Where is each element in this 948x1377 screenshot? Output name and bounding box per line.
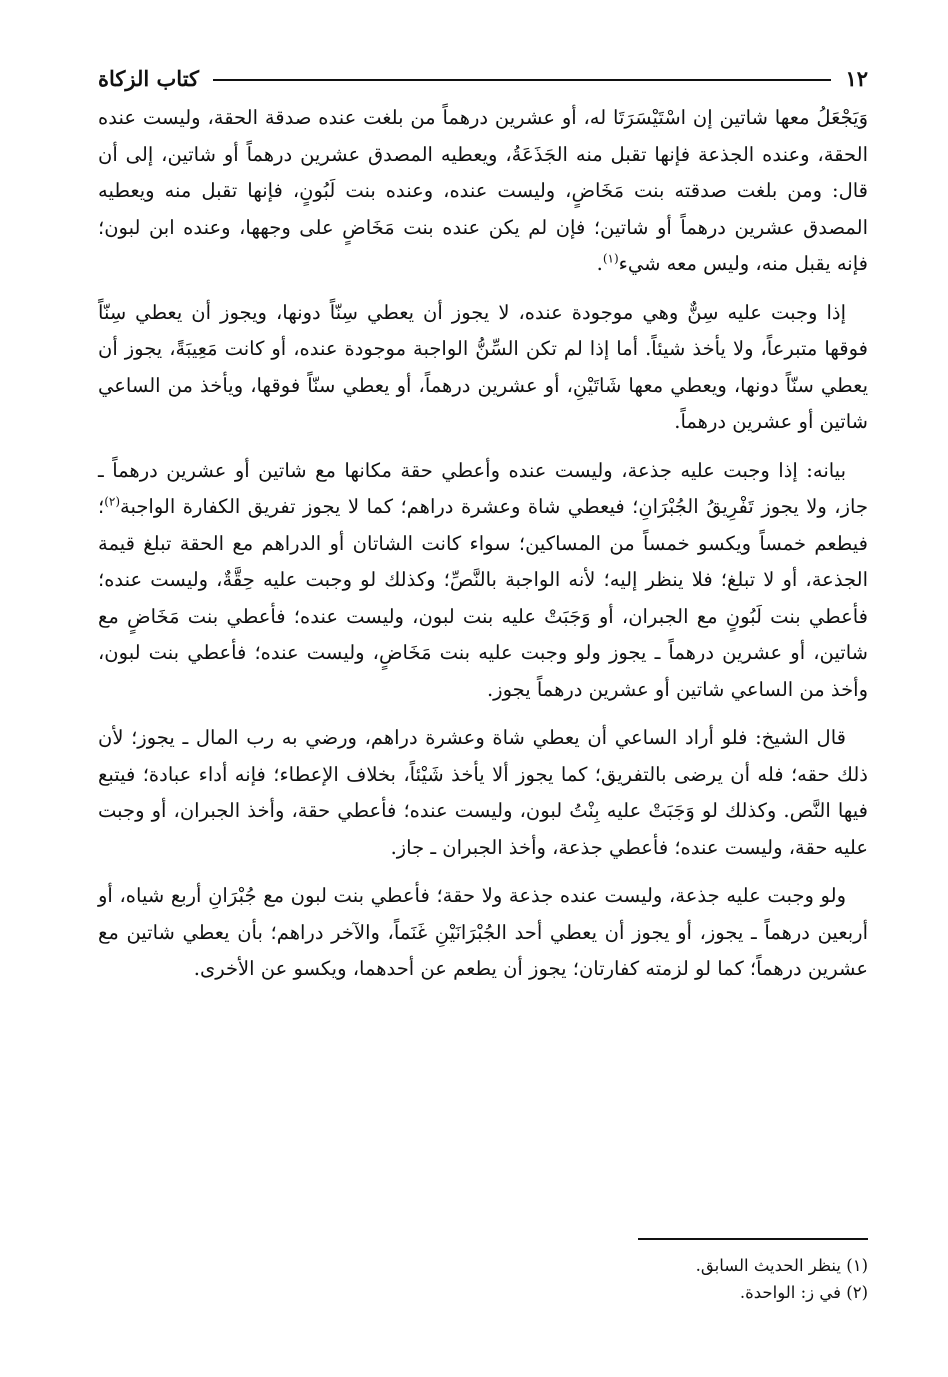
footnote: (١) ينظر الحديث السابق. [695, 1256, 868, 1275]
footnote-separator [638, 1238, 868, 1240]
paragraph-text: إذا وجبت عليه سِنٌّ وهي موجودة عنده، لا يجوز أن يعطي سِنّاً دونها، ويجوز أن يعطي سِنّاً فوقها متبرعاً، ولا يأخذ شيئاً. أما إذا لم تكن السِّنُّ الواجبة موجودة عنده، أو كانت مَعِيبَةً، يجوز أن يعطي سنّاً دونها، ويعطي معها شَاتَيْنِ، أو عشرين درهماً، أو يعطي سنّاً فوقها، ويأخذ من الساعي شاتين أو عشرين درهماً. [98, 300, 868, 433]
footnotes [98, 1252, 868, 1306]
paragraph-text: قال الشيخ: فلو أراد الساعي أن يعطي شاة وعشرة دراهم، ورضي به رب المال ـ يجوز؛ لأن ذلك حقه؛ فله أن يرضى بالتفريق؛ كما يجوز ألا يأخذ شَيْئاً، بخلاف الإعطاء؛ فإنه أداء عبادة؛ فيتبع فيها النَّص. وكذلك لو وَجَبَتْ عليه بِنْتُ لبون، وليست عنده؛ فأعطي حقة، وأخذ الجبران، أو وجبت عليه حقة، وليست عنده؛ فأعطي جذعة، وأخذ الجبران ـ جاز. [98, 726, 868, 859]
running-header [98, 56, 868, 100]
page-number: ١٢ [845, 65, 868, 91]
paragraph-text-tail: ؛ فيطعم خمساً ويكسو خمساً من المساكين؛ سواء كانت الشاتان أو الدراهم مع الحقة تبلغ قيمة الجذعة، أو لا تبلغ؛ فلا ينظر إليه؛ لأنه الواجبة بالنَّصِّ؛ وكذلك لو وجبت عليه حِقَّةٌ، وليست عنده؛ فأعطي بنت لَبُونٍ مع الجبران، أو وَجَبَتْ عليه بنت لبون، وليست عنده؛ فأعطي بنت مَخَاضٍ مع شاتين، أو عشرين درهماً ـ يجوز ولو وجبت عليه بنت مَخَاضٍ، وليست عنده؛ فأعطي بنت لبون، وأخذ من الساعي شاتين أو عشرين درهماً يجوز. [98, 495, 868, 701]
paragraph [98, 295, 868, 441]
paragraph-text-tail: . [596, 252, 603, 275]
book-title: كتاب الزكاة [98, 65, 200, 91]
footnote-marker: (٢) [104, 494, 121, 509]
paragraph-text: وَيَجْعَلُ معها شاتين إن اسْتَيْسَرَتَا له، أو عشرين درهماً من بلغت عنده صدقة الحقة، وليست عنده الحقة، وعنده الجذعة فإنها تقبل منه الجَذَعَةُ، ويعطيه المصدق عشرين درهماً أو شاتين، إلى أن قال: ومن بلغت صدقته بنت مَخَاضٍ، وليست عنده، وعنده بنت لَبُونٍ، فإنها تقبل منه ويعطيه المصدق عشرين درهماً أو شاتين؛ فإن لم يكن عنده بنت مَخَاضٍ على وجهها، وعنده ابن لبون؛ فإنه يقبل منه، وليس معه شيء [98, 106, 868, 275]
paragraph [98, 100, 868, 283]
footnote: (٢) في ز: الواحدة. [739, 1283, 868, 1302]
paragraph [98, 878, 868, 988]
paragraph-text: بيانه: إذا وجبت عليه جذعة، وليست عنده وأعطي حقة مكانها مع شاتين أو عشرين درهماً ـ جاز، ولا يجوز تَفْرِيقُ الجُبْرَانِ؛ فيعطي شاة وعشرة دراهم؛ كما لا يجوز تفريق الكفارة الواجبة [98, 458, 868, 518]
header-rule [213, 79, 831, 81]
main-text [98, 100, 868, 988]
paragraph-text: ولو وجبت عليه جذعة، وليست عنده جذعة ولا حقة؛ فأعطي بنت لبون مع جُبْرَانِ أربع شياه، أو أربعين درهماً ـ يجوز، أو يجوز أن يعطي أحد الجُبْرَانَيْنِ غَنَماً، والآخر دراهم؛ بأن يعطي شاتين مع عشرين درهماً؛ كما لو لزمته كفارتان؛ يجوز أن يطعم عن أحدهما، ويكسو عن الأخرى. [98, 884, 868, 980]
footnote-marker: (١) [602, 251, 619, 266]
paragraph [98, 720, 868, 866]
paragraph [98, 453, 868, 709]
book-page [98, 56, 868, 1346]
